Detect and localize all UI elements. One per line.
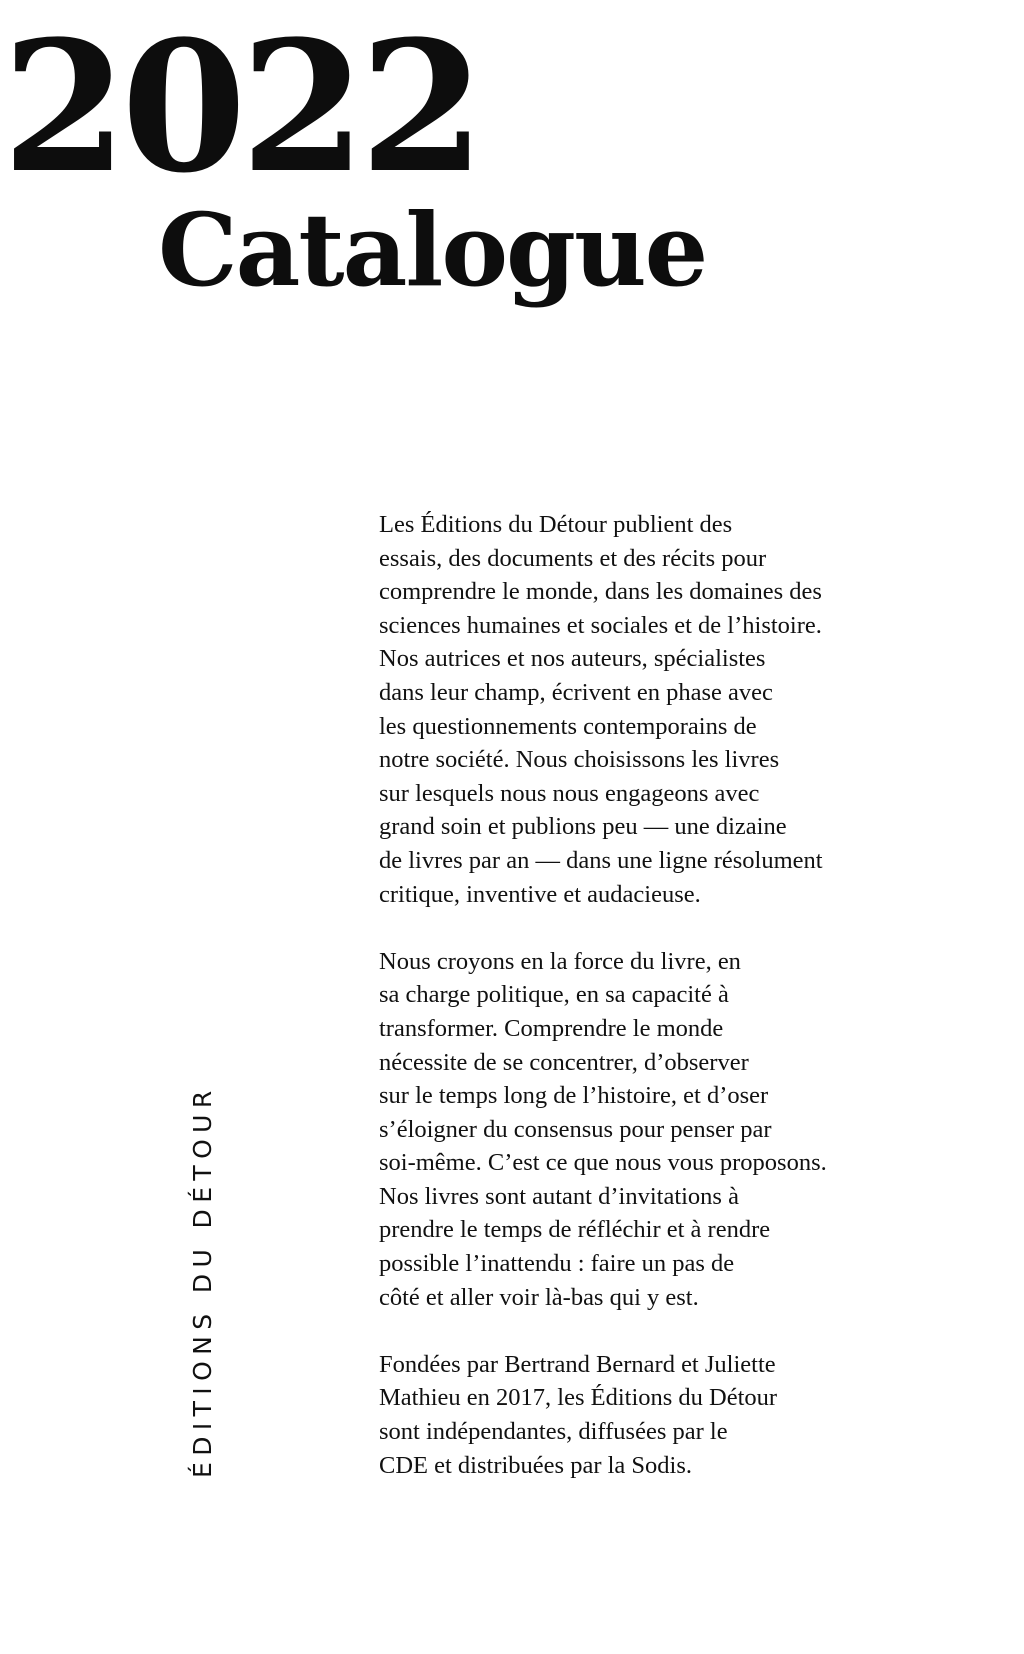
text-line: Mathieu en 2017, les Éditions du Détour (379, 1384, 778, 1412)
catalogue-year: 2022 (2, 2, 479, 213)
text-line: de livres par an — dans une ligne résolument (379, 846, 823, 874)
text-line: sont indépendantes, diffusées par le (379, 1418, 728, 1446)
publisher-name: ÉDITIONS DU DÉTOUR (187, 1084, 217, 1478)
text-line: Les Éditions du Détour publient des (379, 511, 733, 538)
text-line: grand soin et publions peu — une dizaine (379, 813, 787, 841)
text-line: possible l’inattendu : faire un pas de (379, 1250, 735, 1278)
text-line: Nos livres sont autant d’invitations à (379, 1182, 739, 1210)
founding-paragraph (379, 1348, 979, 1482)
text-line: nécessite de se concentrer, d’observer (379, 1048, 749, 1076)
text-line: Fondées par Bertrand Bernard et Juliette (379, 1350, 776, 1378)
publisher-spine-label (184, 1084, 220, 1480)
text-line: Nous croyons en la force du livre, en (379, 947, 741, 975)
catalogue-title: Catalogue (158, 191, 707, 309)
text-line: CDE et distribuées par la Sodis. (379, 1451, 693, 1479)
text-line: soi-même. C’est ce que nous vous proposons. (379, 1149, 827, 1177)
text-line: essais, des documents et des récits pour (379, 544, 767, 572)
text-line: transformer. Comprendre le monde (379, 1014, 724, 1042)
text-line: sciences humaines et sociales et de l’histoire. (379, 611, 822, 639)
text-line: notre société. Nous choisissons les livres (379, 746, 780, 774)
text-line: Nos autrices et nos auteurs, spécialistes (379, 645, 766, 673)
text-line: sur le temps long de l’histoire, et d’oser (379, 1082, 769, 1110)
text-line: s’éloigner du consensus pour penser par (379, 1115, 772, 1143)
text-line: sur lesquels nous nous engageons avec (379, 779, 760, 807)
text-line: comprendre le monde, dans les domaines des (379, 578, 822, 606)
text-line: sa charge politique, en sa capacité à (379, 981, 729, 1009)
belief-paragraph (379, 945, 979, 1315)
text-line: dans leur champ, écrivent en phase avec (379, 678, 773, 706)
text-line: prendre le temps de réfléchir et à rendre (379, 1216, 771, 1244)
catalogue-introduction (379, 508, 979, 1516)
intro-paragraph (379, 508, 979, 911)
text-line: critique, inventive et audacieuse. (379, 880, 701, 908)
text-line: côté et aller voir là-bas qui y est. (379, 1283, 699, 1311)
text-line: les questionnements contemporains de (379, 712, 757, 740)
